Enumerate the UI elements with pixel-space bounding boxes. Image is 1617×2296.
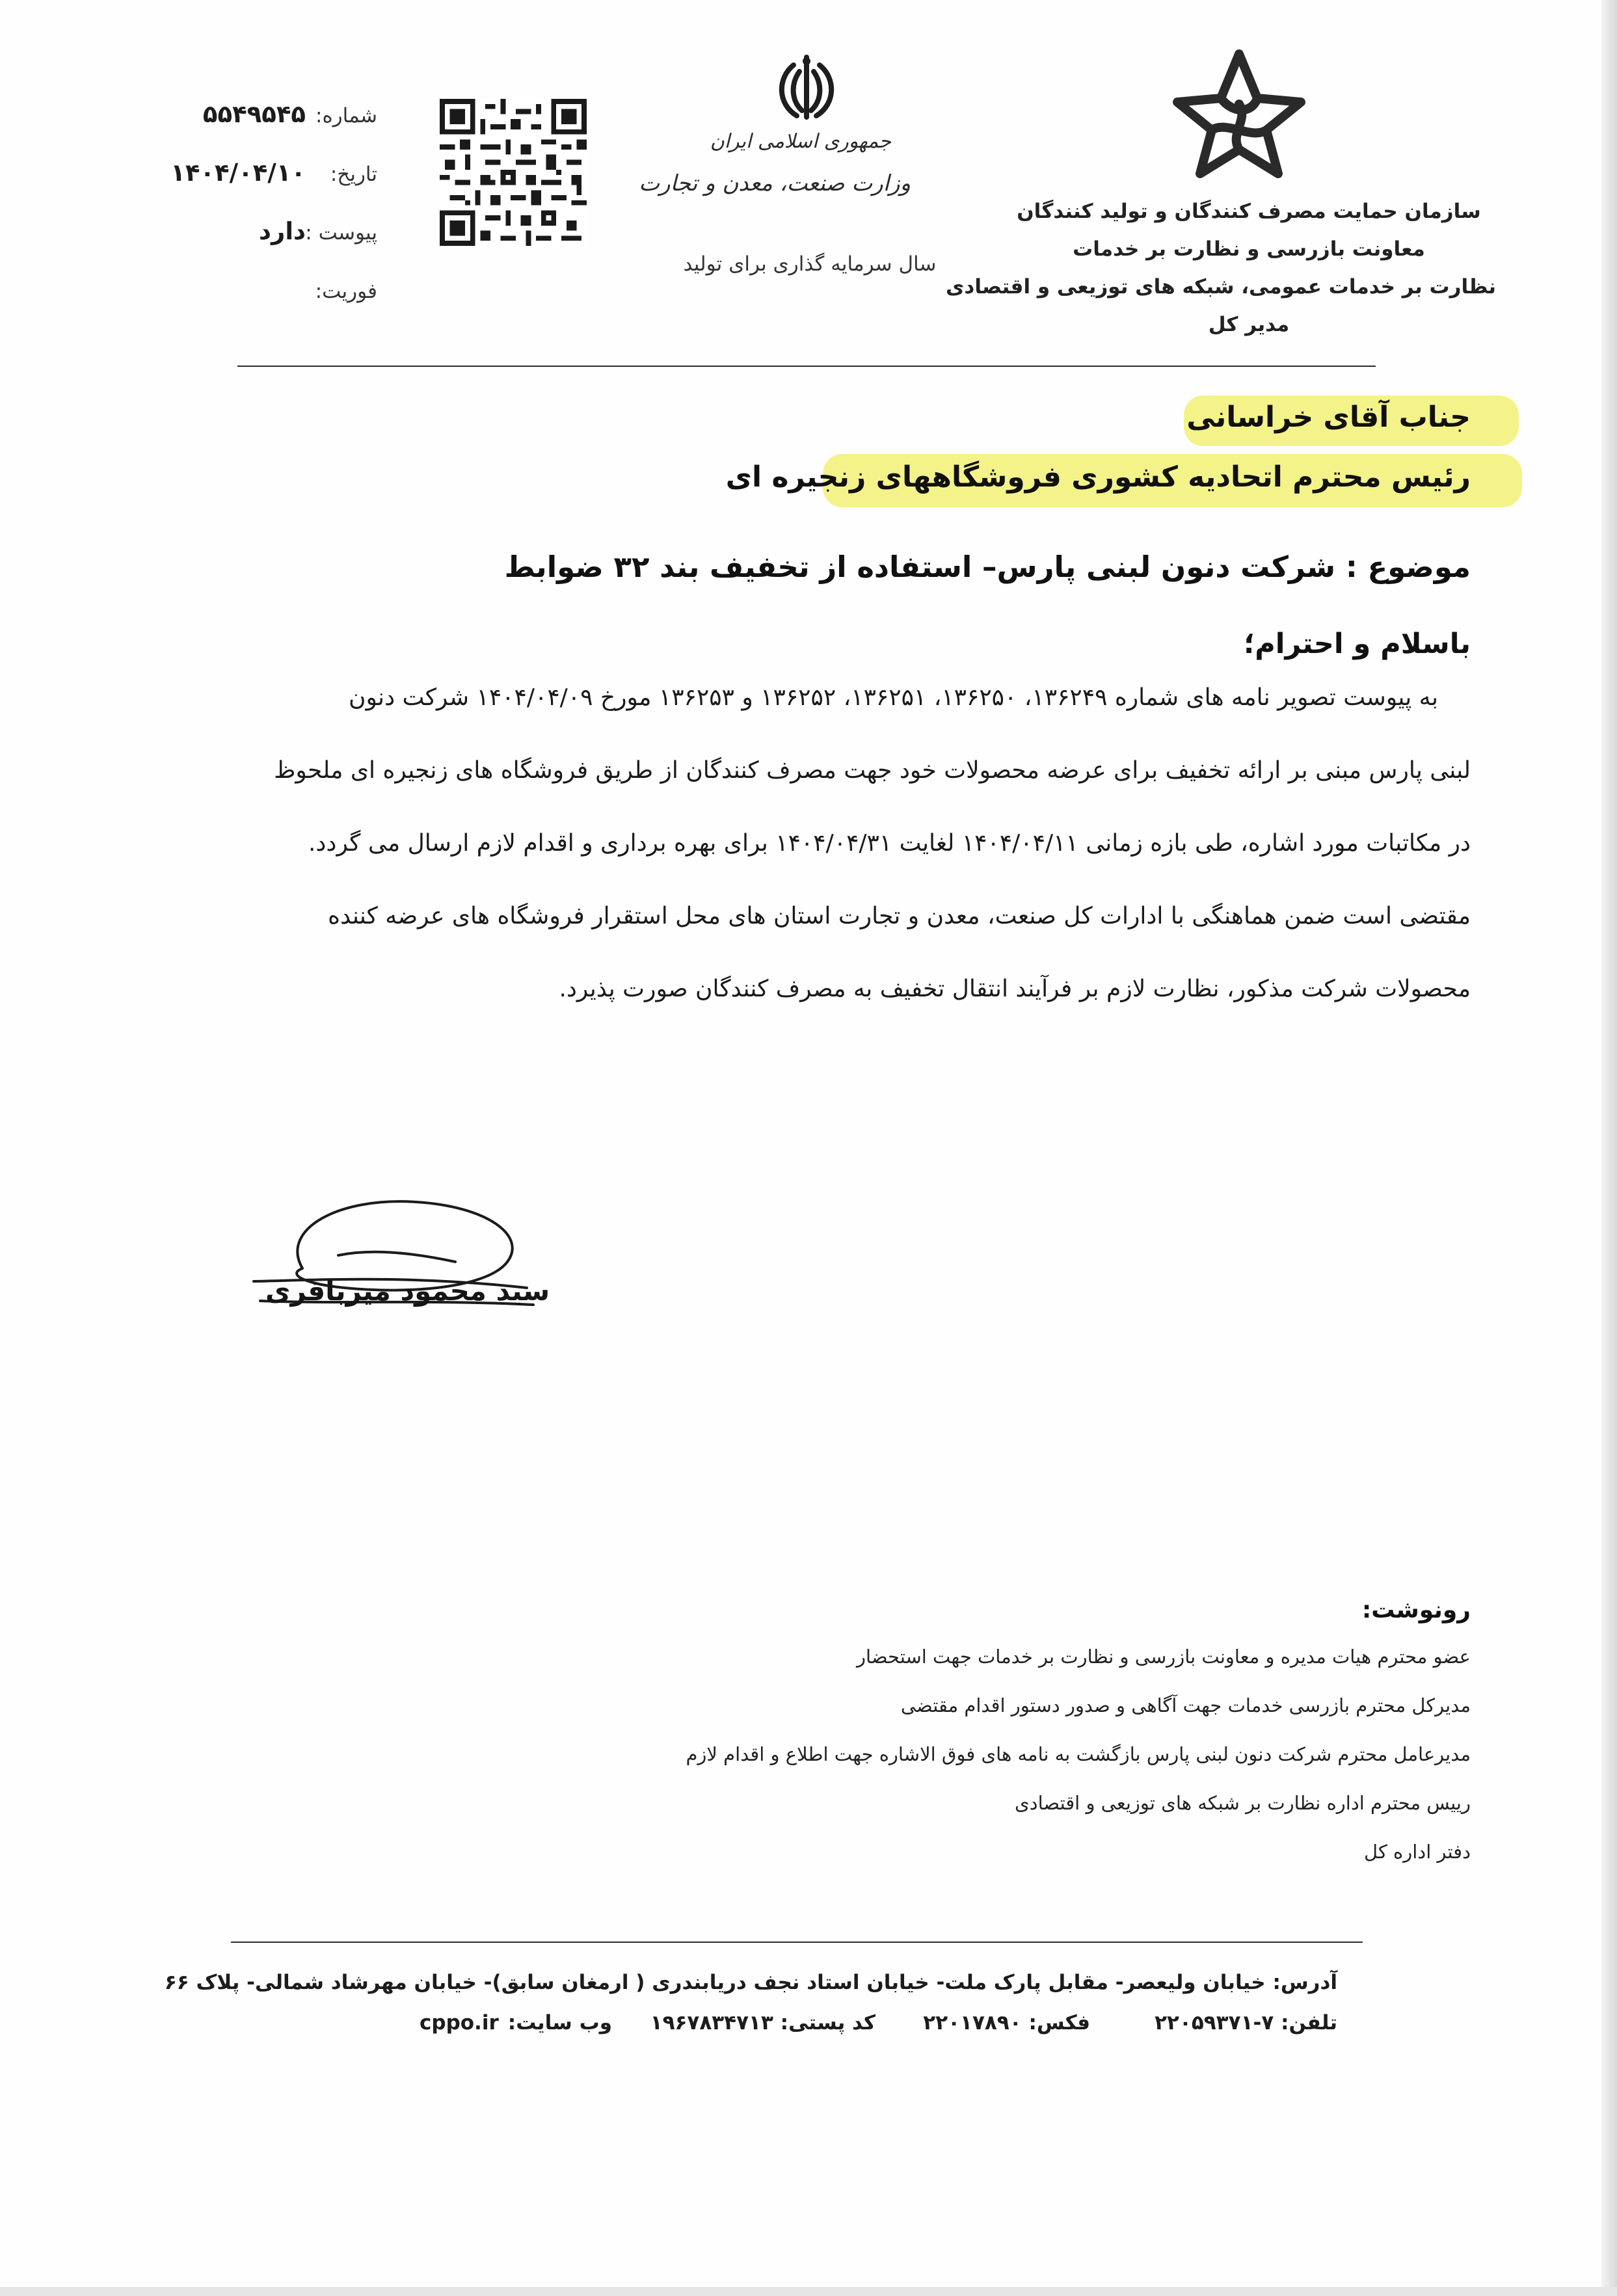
attachment-label: پیوست :	[305, 221, 377, 245]
organization-logo-icon	[1168, 42, 1311, 185]
body-line: به پیوست تصویر نامه های شماره ۱۳۶۲۴۹، ۱۳۶۲۵۰، ۱۳۶۲۵۱، ۱۳۶۲۵۲ و ۱۳۶۲۵۳ مورخ ۱۴۰۴/۰۴/۰۹ شرکت دنون	[349, 684, 1438, 711]
attachment-value: دارد	[259, 217, 306, 245]
meta-urgency-row	[104, 273, 390, 332]
signer-name: سید محمود میرباقری	[265, 1275, 550, 1307]
cc-item: مدیرکل محترم بازرسی خدمات جهت آگاهی و صدور دستور اقدام مقتضی	[900, 1694, 1471, 1716]
org-line: معاونت بازرسی و نظارت بر خدمات	[1073, 237, 1425, 261]
body-line: در مکاتبات مورد اشاره، طی بازه زمانی ۱۴۰۴/۰۴/۱۱ لغایت ۱۴۰۴/۰۴/۳۱ برای بهره برداری و اقدام لازم ارسال می گردد.	[308, 830, 1471, 857]
cc-item: رییس محترم اداره نظارت بر شبکه های توزیعی و اقتصادی	[1014, 1792, 1471, 1814]
cc-item: مدیرعامل محترم شرکت دنون لبنی پارس بازگشت به نامه های فوق الاشاره جهت اطلاع و اقدام لازم	[686, 1743, 1471, 1765]
cc-title: رونوشت:	[1361, 1597, 1471, 1623]
footer-phone: تلفن: ۷-۲۲۰۵۹۳۷۱	[1155, 2011, 1337, 2035]
footer-website-label: وب سایت:	[507, 2011, 612, 2035]
scan-bottom-edge	[0, 2287, 1617, 2296]
urgency-label: فوریت:	[315, 280, 377, 303]
ministry-name-line: وزارت صنعت، معدن و تجارت	[639, 170, 911, 196]
organization-name-block	[946, 193, 1496, 343]
body-line: محصولات شرکت مذکور، نظارت لازم بر فرآیند انتقال تخفیف به مصرف کنندگان صورت پذیرد.	[559, 976, 1471, 1002]
footer-address: آدرس: خیابان ولیعصر- مقابل پارک ملت- خیابان استاد نجف دریابندری ( ارمغان سابق)- خیابان مهرشاد شمالی- پلاک ۶۶	[164, 1971, 1337, 1994]
meta-number-row	[104, 98, 390, 156]
letter-subject: موضوع : شرکت دنون لبنی پارس– استفاده از تخفیف بند ۳۲ ضوابط	[504, 550, 1471, 584]
footer-postal-code: کد پستی: ۱۹۶۷۸۳۴۷۱۳	[650, 2011, 875, 2035]
cc-item: عضو محترم هیات مدیره و معاونت بازرسی و نظارت بر خدمات جهت استحضار	[856, 1646, 1471, 1668]
ministry-country-line: جمهوری اسلامی ایران	[710, 130, 891, 153]
org-line: مدیر کل	[1208, 313, 1290, 336]
cc-item: دفتر اداره کل	[1364, 1841, 1471, 1863]
body-line: مقتضی است ضمن هماهنگی با ادارات کل صنعت، معدن و تجارت استان های محل استقرار فروشگاه های عرضه کننده	[328, 903, 1471, 929]
org-line: نظارت بر خدمات عمومی، شبکه های توزیعی و اقتصادی	[946, 275, 1496, 299]
meta-date-row	[104, 156, 390, 215]
salutation: باسلام و احترام؛	[1244, 628, 1471, 660]
letter-number: ۵۵۴۹۵۴۵	[202, 100, 306, 128]
qr-code[interactable]	[440, 98, 587, 247]
letter-date: ۱۴۰۴/۰۴/۱۰	[170, 159, 306, 187]
body-line: لبنی پارس مبنی بر ارائه تخفیف برای عرضه محصولات خود جهت مصرف کنندگان از طریق فروشگاه های زنجیره ای ملحوظ	[274, 757, 1471, 784]
year-slogan: سال سرمایه گذاری برای تولید	[683, 252, 937, 276]
recipient-name: جناب آقای خراسانی	[1186, 401, 1471, 434]
header-divider	[237, 366, 1376, 367]
national-emblem-icon	[771, 52, 842, 124]
letter-meta	[104, 98, 390, 332]
footer-divider	[231, 1942, 1363, 1943]
scan-edge-shadow	[1601, 0, 1617, 2296]
org-line: سازمان حمایت مصرف کنندگان و تولید کنندگان	[1017, 200, 1481, 223]
meta-attachment-row	[104, 215, 390, 273]
handwritten-signature	[241, 1190, 546, 1333]
footer-website-link[interactable]: cppo.ir	[420, 2011, 499, 2035]
date-label: تاریخ:	[330, 163, 377, 186]
footer-fax: فکس: ۲۲۰۱۷۸۹۰	[923, 2011, 1090, 2035]
recipient-title: رئیس محترم اتحادیه کشوری فروشگاههای زنجیره ای	[725, 461, 1471, 494]
number-label: شماره:	[315, 104, 377, 127]
